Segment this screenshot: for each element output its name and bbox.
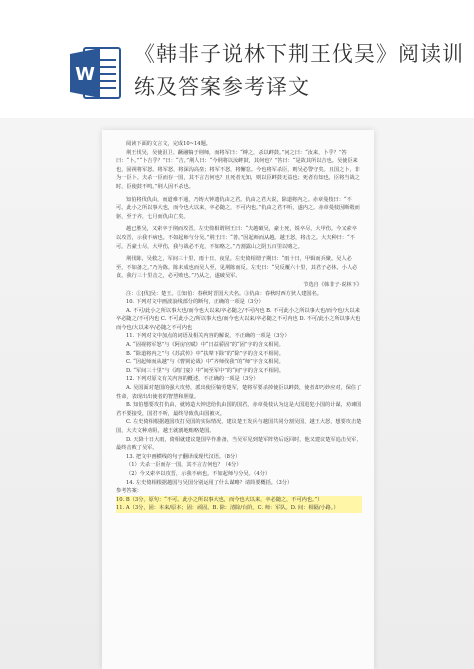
passage-source: 节选自《韩非子·说林下》 (303, 281, 362, 288)
page-header (0, 0, 474, 120)
question-13-2: （2）今又索卒以攻晋，示我不病也。不如起师与分吴。（4分） (126, 470, 271, 477)
question-10-options: A. 不可/此小之所以事大也/而今也大以来/卒必随之/不可内也 B. 不可此小之所以事大也/而今也/大以来卒必随之/不可内也 C. 不可此小之/所以事大也/而今也大以来/卒必随之不可内也 D. 不可/此小之所以事大也而今也/大以来卒/必随之不可内也 (116, 307, 361, 331)
answer-10: 10. B（3分，原句：“不可。此小之所以事大也，而今也大以来，卒必随之，不可内也。”） (116, 496, 362, 505)
question-13-1: （1）夫杀一臣而存一国，其不言吉何也？（4分） (126, 462, 242, 469)
question-10: 10. 下列对文中画波浪线部分的断句，正确的一项是（3分） (126, 299, 264, 306)
question-12-a: A. 吴国面对楚国的强大攻势，派出使臣犒劳楚军，楚将军要杀掉使臣以衅鼓，使者却巧妙应对，保住了性命，表现出出使者的智慧和胆量。 (116, 385, 362, 400)
question-14: 14. 左史倚相根据越国与吴国分别运用了什么谋略？请简要概括。（3分） (126, 479, 293, 486)
instruction: 阅读下面的文言文，完成10~14题。 (126, 141, 211, 147)
passage-paragraph-2: 知伯将伐仇由，而道难不通，乃铸大钟遗仇由之君。仇由之君大说，除道将内之。赤章曼枝曰：“不可。此小之所以事大也，而今也大以来，卒必随之，不可内也。”仇由之君不听，遂内之。赤章曼枝因断毂而驱，至于齐，七月而仇由亡矣。 (116, 196, 360, 220)
passage-paragraph-1: 荆王伐吴，吴使沮卫、蹶融犒于荆师，而将军曰：“缚之，杀以衅鼓。”问之曰：“汝来，卜乎？”答曰：“卜。”“卜吉乎？”曰：“吉。”荆人曰：“今荆将以汝衅鼓，其何也？”答曰：“是故其所以吉也。吴使臣来也，固视将军怒。将军怒，将深沟高垒；将军不怒，将懈怠。今也将军杀臣，则吴必警守矣。且国之卜，非为一臣卜。夫杀一臣而存一国，其不言吉何也？且死者无知，则以臣衅鼓无益也；死者有知也，臣将当战之时，臣使鼓不鸣。”荆人因不杀也。 (116, 149, 360, 190)
question-11-d: D. “军间三十里”与《鸿门宴》中“间至军中”的“间”字的含义不相同。 (126, 367, 285, 374)
question-13: 13. 把文中画横线的句子翻译成现代汉语。（8分） (126, 453, 241, 460)
question-11-c: C. “因起师而从越”与《曹刿论战》中“齐师伐我”的“师”字含义相同。 (126, 359, 284, 366)
question-12-b: B. 知伯想要攻打仇由，就铸造大钟送给仇由国的国君，赤章曼枝认为这是大国进犯小国的计谋，劝谏国君不要接受，国君不听，最终导致仇由国被灭。 (116, 402, 362, 417)
question-11-a: A. “固视将军怒”与《阿房宫赋》中“日益骄固”的“固”字的含义相同。 (126, 342, 284, 349)
question-11: 11. 下列对文中加点的词语及相关内容的解说，不正确的一项是（3分） (126, 333, 290, 340)
passage-paragraph-4: 荆伐陈，吴救之，军间三十里，雨十日，夜星。左史倚相谓子期曰：“雨十日，甲辑而兵聚。吴人必至，不如备之。”乃为陈。陈未成也而吴人至，见荆陈而反。左史曰：“吴反覆六十里，其君子必休，小人必食。我行三十里击之，必可败也。”乃从之，遂破吴军。 (116, 256, 358, 280)
question-12: 12. 下列对原文有关内容的概述，不正确的一项是（3分） (126, 376, 259, 383)
passage-paragraph-3: 越已胜吴，又索卒于荆而攻晋。左史倚相谓荆王曰：“夫越破吴，豪士死，锐卒尽，大甲伤。今又索卒以攻晋，示我不病也。不如起师与分吴。”荆王曰：“善。”因起师而从越。越王怒，将击之。大夫种曰：“不可。吾豪士尽，大甲伤，我与战必不克，不如赂之。”乃割露山之阴五百里以赂之。 (116, 226, 357, 250)
notes: 注：①[伐]吴：楚王。②知伯：春秋时晋国大夫名。③仇由：春秋时西方狄人建国名。 (126, 290, 322, 297)
question-11-b: B. “除道将内之”与《苏武传》中“扶辇下除”的“除”字的含义不相同。 (126, 350, 284, 357)
question-12-c: C. 左史倚相根据越国攻打吴国的实际情况，建议楚王发兵与越国共同分割吴国，越王大怒，想要攻击楚国，大夫文种劝阻，越王就割地贿赂楚国。 (116, 419, 362, 434)
document-page[interactable] (102, 130, 374, 669)
document-title: 《韩非子说林下荆王伐吴》阅读训练及答案参考译文 (134, 42, 464, 99)
answers-title: 参考答案： (116, 488, 142, 495)
question-12-d: D. 天降十日大雨，倚相就建议楚国早作准备，当吴军见到楚军阵势后返回时，他又建议楚军追击吴军，最终击败了吴军。 (116, 436, 362, 452)
answer-11: 11. A（3分，固：本来/原本；固：顽固。B. 除：清除/台阶。C. 师：军队。D. 间：相隔/小路。） (116, 504, 362, 513)
word-document-icon (70, 44, 122, 102)
svg-text:W: W (75, 64, 95, 85)
